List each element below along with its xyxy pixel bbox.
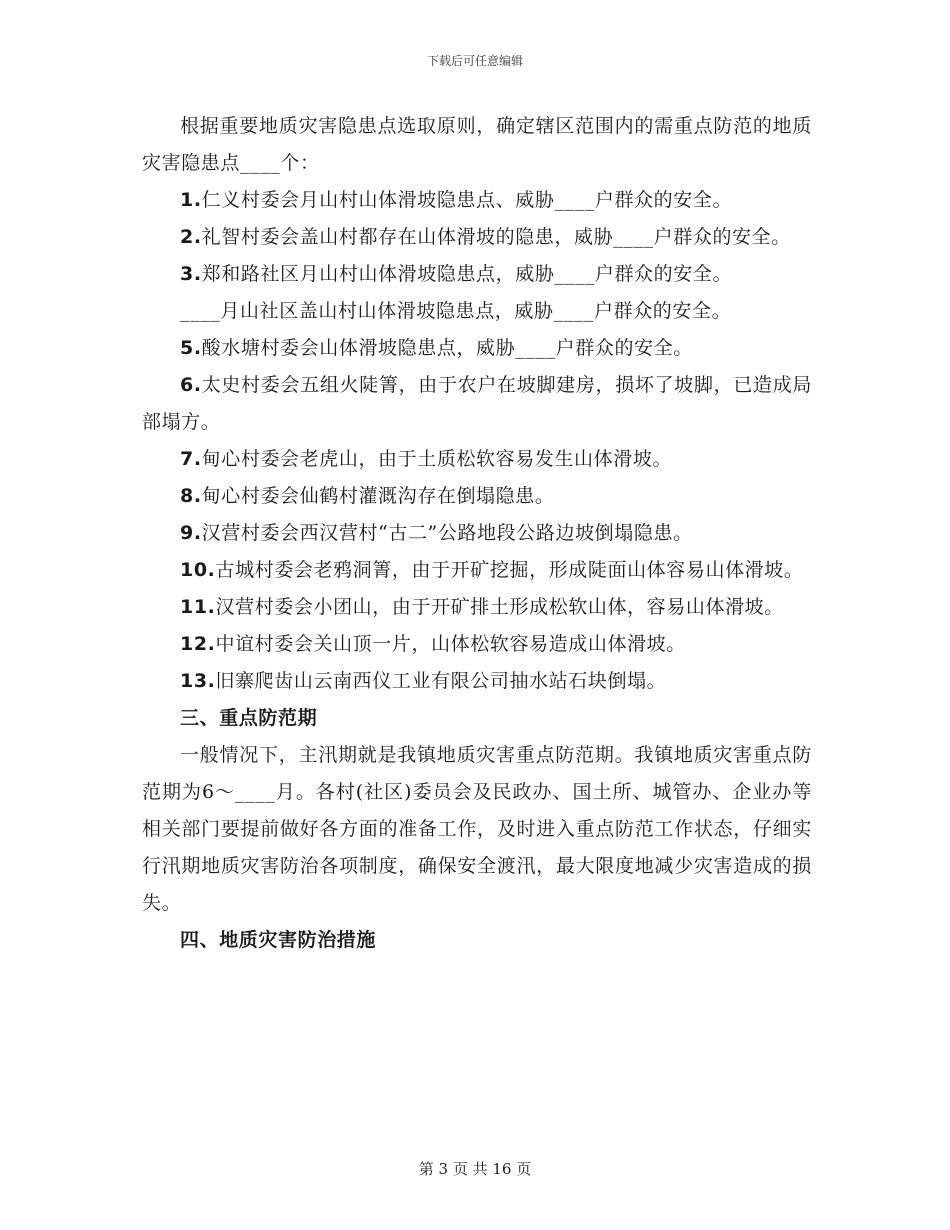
list-item <box>142 515 812 552</box>
list-item <box>142 293 812 330</box>
item-text: 古城村委会老鸦洞箐，由于开矿挖掘，形成陡面山体容易山体滑坡。 <box>215 559 804 581</box>
item-number: 8. <box>180 485 202 507</box>
item-number: 3. <box>180 263 202 285</box>
item-number: 11. <box>180 596 216 618</box>
item-text: 汉营村委会小团山，由于开矿排土形成松软山体，容易山体滑坡。 <box>215 596 784 618</box>
item-text: 旧寨爬齿山云南西仪工业有限公司抽水站石块倒塌。 <box>215 670 667 692</box>
list-item <box>142 330 812 367</box>
item-text: 郑和路社区月山村山体滑坡隐患点，威胁____户群众的安全。 <box>201 263 733 285</box>
item-number: 12. <box>180 633 216 655</box>
item-number: 13. <box>180 670 216 692</box>
item-number: 6. <box>180 374 202 396</box>
list-item <box>142 589 812 626</box>
list-item <box>142 182 812 219</box>
item-text: 汉营村委会西汉营村“古二”公路地段公路边坡倒塌隐患。 <box>201 522 693 544</box>
item-number: 2. <box>180 226 202 248</box>
item-text: 酸水塘村委会山体滑坡隐患点，威胁____户群众的安全。 <box>201 337 693 359</box>
section-heading: 三、重点防范期 <box>180 707 318 729</box>
list-item <box>142 478 812 515</box>
list-item <box>142 441 812 478</box>
item-text: 礼智村委会盖山村都存在山体滑坡的隐患，威胁____户群众的安全。 <box>201 226 791 248</box>
item-text: 甸心村委会仙鹤村灌溉沟存在倒塌隐患。 <box>201 485 555 507</box>
item-number: 10. <box>180 559 216 581</box>
section-heading: 四、地质灾害防治措施 <box>180 929 377 951</box>
item-text: 甸心村委会老虎山，由于土质松软容易发生山体滑坡。 <box>201 448 673 470</box>
page-footer: 第 3 页 共 16 页 <box>418 1160 532 1178</box>
item-number: 1. <box>180 189 202 211</box>
list-item <box>142 256 812 293</box>
item-text: 仁义村委会月山村山体滑坡隐患点、威胁____户群众的安全。 <box>201 189 733 211</box>
item-text: 太史村委会五组火陡箐，由于农户在坡脚建房，损坏了坡脚，已造成局部塌方。 <box>142 374 812 433</box>
intro-paragraph: 根据重要地质灾害隐患点选取原则，确定辖区范围内的需重点防范的地质灾害隐患点____个： <box>142 115 812 174</box>
page-header-note: 下载后可任意编辑 <box>426 54 523 68</box>
item-text: ____月山社区盖山村山体滑坡隐患点，威胁____户群众的安全。 <box>180 300 732 322</box>
list-item <box>142 219 812 256</box>
section-paragraph: 一般情况下，主汛期就是我镇地质灾害重点防范期。我镇地质灾害重点防范期为6～____月。各村(社区)委员会及民政办、国土所、城管办、企业办等相关部门要提前做好各方面的准备工作，及时进入重点防范工作状态，仔细实行汛期地质灾害防治各项制度，确保安全渡汛，最大限度地减少灾害造成的损失。 <box>142 744 812 914</box>
list-item <box>142 367 812 441</box>
list-item <box>142 626 812 663</box>
item-text: 中谊村委会关山顶一片，山体松软容易造成山体滑坡。 <box>215 633 686 655</box>
list-item <box>142 663 812 700</box>
item-number: 7. <box>180 448 202 470</box>
document-body <box>142 108 812 959</box>
item-number: 5. <box>180 337 202 359</box>
item-number: 9. <box>180 522 202 544</box>
list-item <box>142 552 812 589</box>
